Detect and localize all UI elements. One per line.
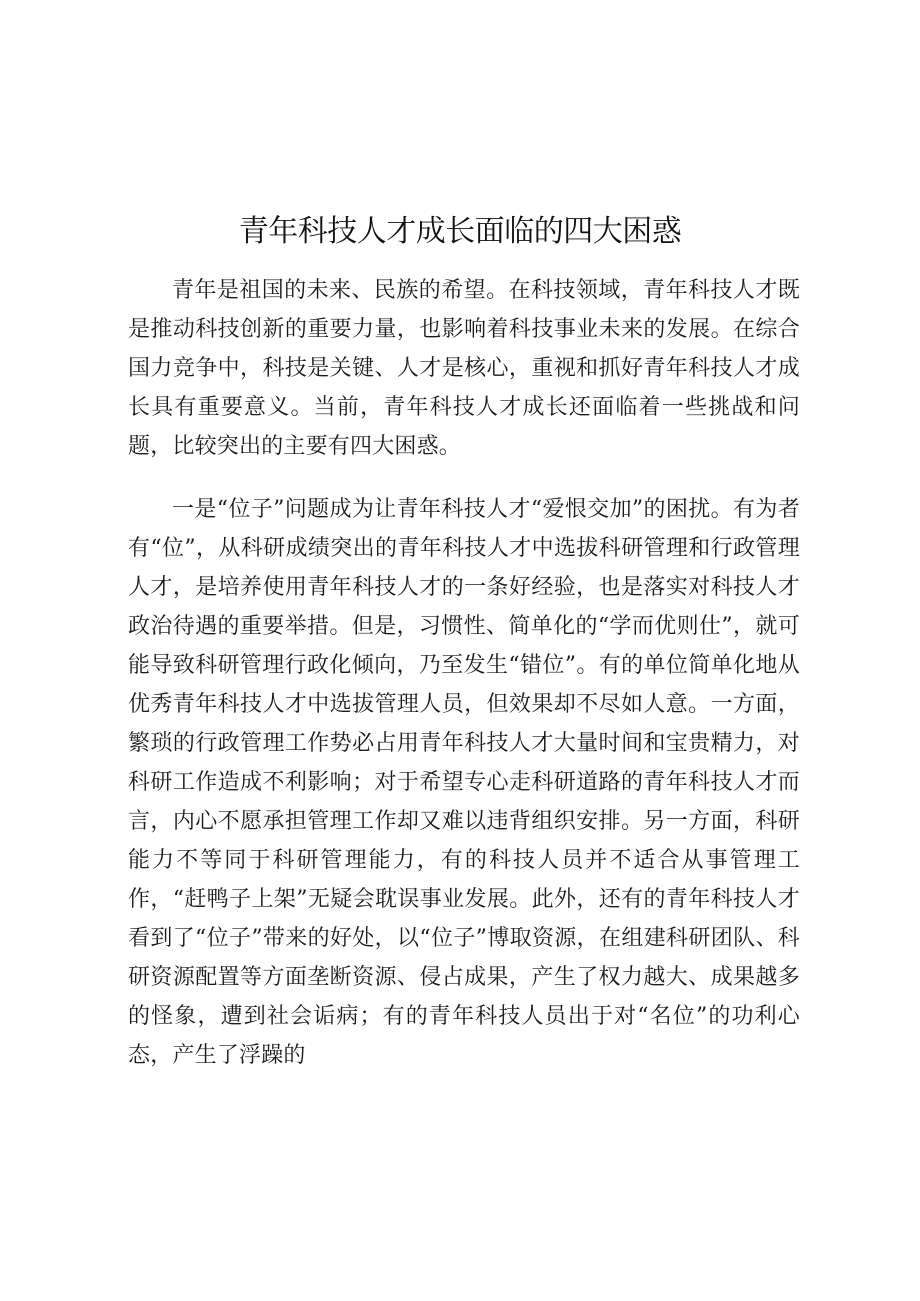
body-paragraph: 一是“位子”问题成为让青年科技人才“爱恨交加”的困扰。有为者有“位”，从科研成绩突出的青年科技人才中选拔科研管理和行政管理人才，是培养使用青年科技人才的一条好经验，也是落实对科技人才政治待遇的重要举措。但是，习惯性、简单化的“学而优则仕”，就可能导致科研管理行政化倾向，乃至发生“错位”。有的单位简单化地从优秀青年科技人才中选拔管理人员，但效果却不尽如人意。一方面，繁琐的行政管理工作势必占用青年科技人才大量时间和宝贵精力，对科研工作造成不利影响；对于希望专心走科研道路的青年科技人才而言，内心不愿承担管理工作却又难以违背组织安排。另一方面，科研能力不等同于科研管理能力，有的科技人员并不适合从事管理工作，“赶鸭子上架”无疑会耽误事业发展。此外，还有的青年科技人才看到了“位子”带来的好处，以“位子”博取资源，在组建科研团队、科研资源配置等方面垄断资源、侵占成果，产生了权力越大、成果越多的怪象，遭到社会诟病；有的青年科技人员出于对“名位”的功利心态，产生了浮躁的 — [128, 497, 800, 1068]
intro-paragraph: 青年是祖国的未来、民族的希望。在科技领域，青年科技人才既是推动科技创新的重要力量，也影响着科技事业未来的发展。在综合国力竞争中，科技是关键、人才是核心，重视和抓好青年科技人才成长具有重要意义。当前，青年科技人才成长还面临着一些挑战和问题，比较突出的主要有四大困惑。 — [128, 278, 800, 459]
document-title: 青年科技人才成长面临的四大困惑 — [238, 214, 682, 249]
